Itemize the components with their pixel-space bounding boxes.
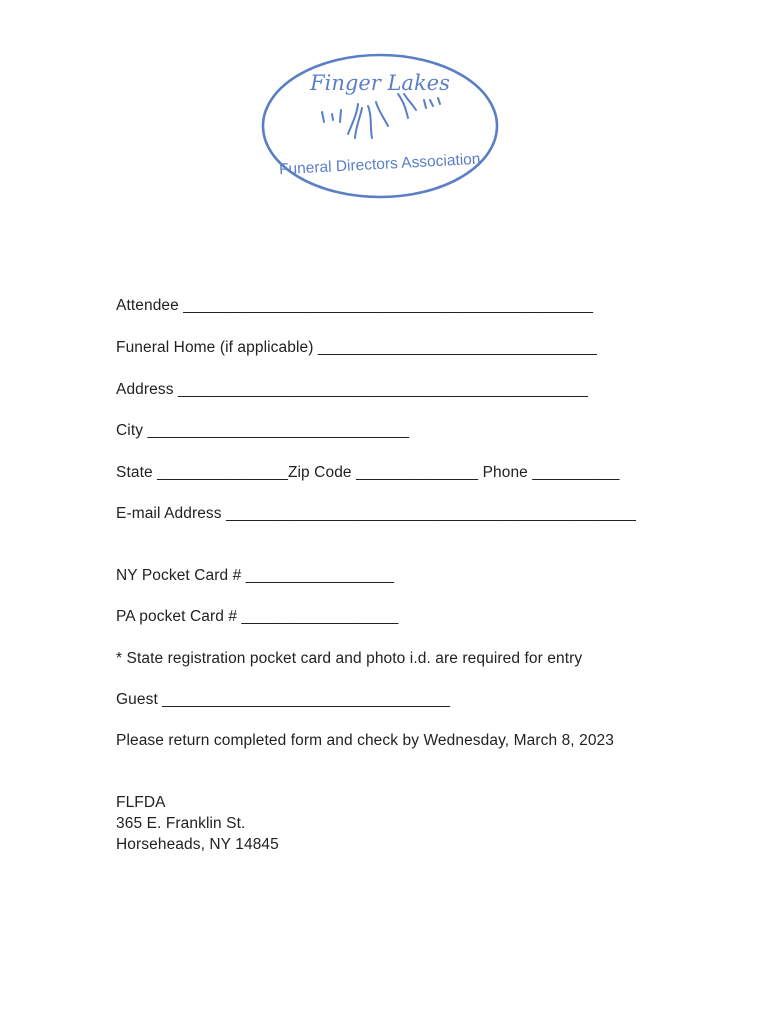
logo-subtitle: Funeral Directors Association [278,150,481,179]
email-label: E-mail Address [116,505,222,522]
state-field[interactable]: _______________ [157,464,288,481]
funeral-home-field[interactable]: ________________________________ [317,339,597,356]
ny-card-field[interactable]: _________________ [245,567,395,584]
return-notice: Please return completed form and check by Wednesday, March 8, 2023 [116,732,614,749]
funeral-home-line [116,339,597,357]
attendee-line [116,297,593,315]
attendee-label: Attendee [116,297,179,314]
attendee-field[interactable]: _______________________________________________ [183,297,594,314]
address-line [116,381,588,399]
email-line [116,505,636,523]
logo-title: Finger Lakes [310,71,450,95]
state-label: State [116,464,153,481]
pa-card-label: PA pocket Card # [116,608,238,625]
city-label: City [116,422,144,439]
zip-label: Zip Code [287,464,352,481]
guest-label: Guest [116,691,158,708]
address-label: Address [116,381,174,398]
mailing-city: Horseheads, NY 14845 [116,836,279,853]
phone-field[interactable]: __________ [532,464,620,481]
finger-lakes-logo [258,50,502,202]
ny-card-label: NY Pocket Card # [116,567,242,584]
guest-field[interactable]: _________________________________ [162,691,451,708]
finger-lakes-icon [322,94,440,138]
state-zip-phone-line [116,464,620,482]
pa-card-field[interactable]: __________________ [241,608,399,625]
mailing-street: 365 E. Franklin St. [116,815,246,832]
mailing-org: FLFDA [116,794,166,811]
pa-card-line [116,608,398,626]
zip-field[interactable]: ______________ [356,464,479,481]
guest-line [116,691,450,709]
requirement-note: * State registration pocket card and photo i.d. are required for entry [116,650,583,667]
city-line [116,422,409,440]
funeral-home-label: Funeral Home (if applicable) [116,339,314,356]
email-field[interactable]: _______________________________________________ [226,505,636,522]
phone-label: Phone [482,464,528,481]
city-field[interactable]: ______________________________ [147,422,410,439]
address-field[interactable]: _______________________________________________ [177,381,588,398]
ny-card-line [116,567,394,585]
